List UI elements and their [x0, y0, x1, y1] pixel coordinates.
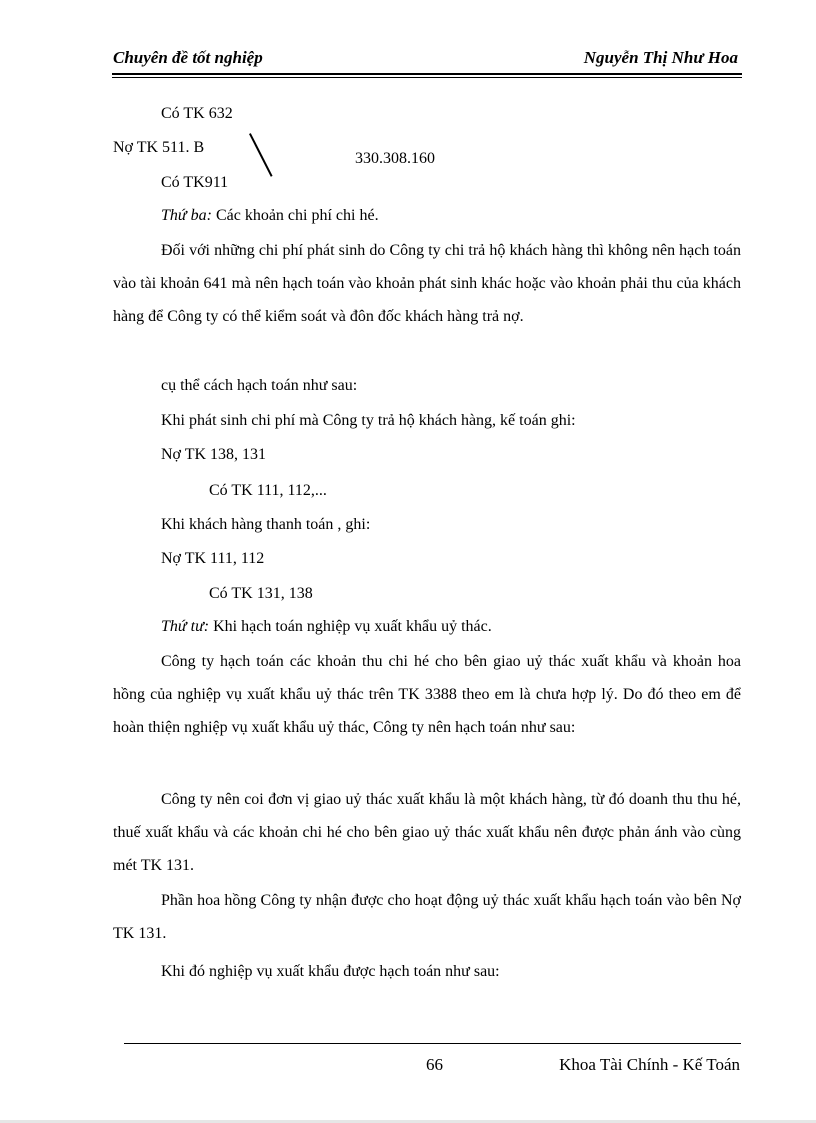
footer-rule	[124, 1043, 741, 1044]
line-co-111: Có TK 111, 112,...	[209, 482, 327, 499]
section-three-label: Thứ ba:	[161, 207, 212, 224]
entry-co-632: Có TK 632	[161, 105, 233, 122]
paragraph-khi-do: Khi đó nghiệp vụ xuất khẩu được hạch toán như sau:	[161, 963, 500, 980]
line-co-131: Có TK 131, 138	[209, 585, 313, 602]
entry-slash	[249, 133, 273, 177]
line-no-111: Nợ TK 111, 112	[161, 550, 265, 567]
line-khi-khach-hang: Khi khách hàng thanh toán , ghi:	[161, 516, 371, 533]
section-four-text: Khi hạch toán nghiệp vụ xuất khẩu uỷ thác.	[209, 618, 492, 635]
section-three	[161, 206, 379, 226]
header-title: Chuyên đề tốt nghiệp	[113, 48, 263, 67]
paragraph-chi-ho: Đối với những chi phí phát sinh do Công ty chi trả hộ khách hàng thì không nên hạch toán vào tài khoản 641 mà nên hạch toán vào khoản phát sinh khác hoặc vào khoản phải thu của khách hàng để Công ty có thể kiểm soát và đôn đốc khách hàng trả nợ.	[113, 242, 741, 325]
section-three-text: Các khoản chi phí chi hé.	[211, 207, 379, 224]
paragraph-uy-thac: Công ty hạch toán các khoản thu chi hé cho bên giao uỷ thác xuất khẩu và khoản hoa hồng của nghiệp vụ xuất khẩu uỷ thác trên TK 3388 theo em là chưa hợp lý. Do đó theo em để hoàn thiện nghiệp vụ xuất khẩu uỷ thác, Công ty nên hạch toán như sau:	[113, 653, 741, 736]
header-rule-thick	[112, 73, 742, 75]
footer-department: Khoa Tài Chính - Kế Toán	[559, 1055, 740, 1074]
entry-amount: 330.308.160	[355, 150, 435, 167]
header-rule-thin	[112, 77, 742, 78]
entry-no-511: Nợ TK 511. B	[113, 139, 205, 156]
page-number: 66	[426, 1055, 443, 1074]
paragraph-hoa-hong: Phần hoa hồng Công ty nhận được cho hoạt động uỷ thác xuất khẩu hạch toán vào bên Nợ TK 131.	[113, 892, 741, 942]
line-cu-the: cụ thể cách hạch toán như sau:	[161, 377, 358, 394]
section-four	[161, 617, 492, 637]
header-author: Nguyễn Thị Như Hoa	[583, 48, 738, 67]
section-four-label: Thứ tư:	[161, 618, 210, 635]
paragraph-khach-hang: Công ty nên coi đơn vị giao uỷ thác xuất khẩu là một khách hàng, từ đó doanh thu thu hé, thuế xuất khẩu và các khoản chi hé cho bên giao uỷ thác xuất khẩu nên được phản ánh vào cùng mét TK 131.	[113, 791, 741, 874]
entry-co-911: Có TK911	[161, 174, 229, 191]
line-khi-phat-sinh: Khi phát sinh chi phí mà Công ty trả hộ khách hàng, kế toán ghi:	[161, 412, 576, 429]
line-no-138: Nợ TK 138, 131	[161, 446, 267, 463]
